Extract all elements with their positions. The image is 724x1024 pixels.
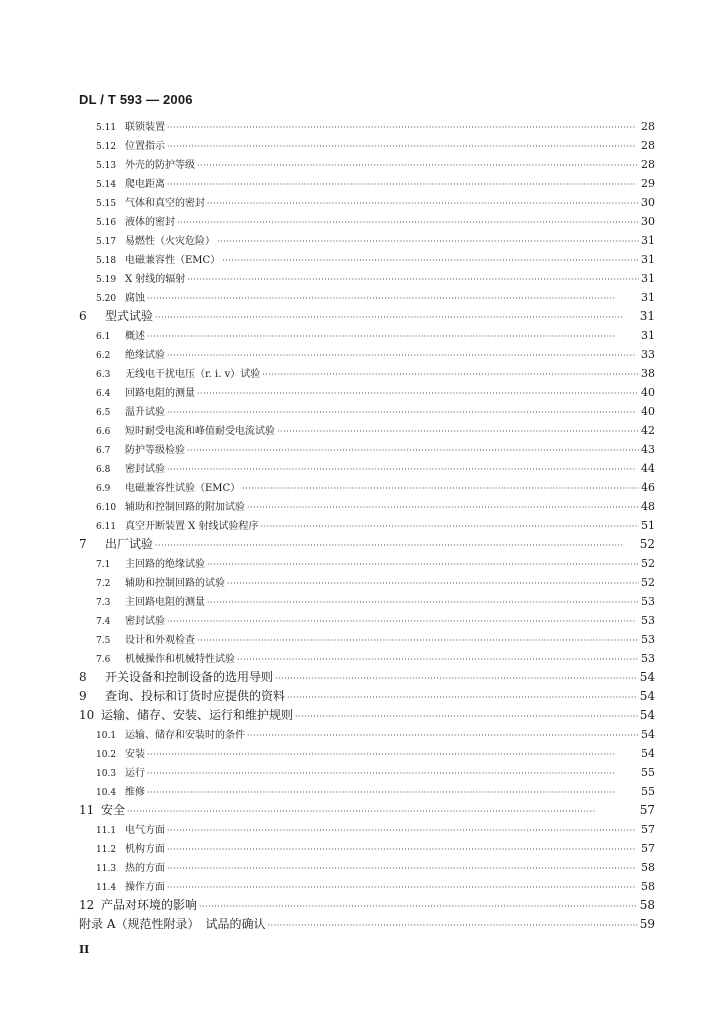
toc-leader-dots	[207, 194, 639, 213]
page-number: II	[79, 943, 90, 956]
toc-leader-dots	[167, 821, 639, 840]
toc-leader-dots	[237, 650, 639, 669]
toc-entry-page: 57	[641, 842, 655, 855]
toc-entry-page: 54	[641, 728, 655, 741]
toc-entry-title: 电气方面	[125, 825, 165, 836]
toc-leader-dots	[277, 422, 639, 441]
toc-entry-title: 操作方面	[125, 882, 165, 893]
toc-entry-number: 5.14	[96, 180, 117, 190]
toc-leader-dots	[177, 213, 639, 232]
toc-entry-title: 辅助和控制回路的附加试验	[125, 502, 245, 513]
toc-entry-title: 运行	[125, 768, 145, 779]
toc-entry-title: 密封试验	[125, 616, 165, 627]
toc-leader-dots	[167, 346, 639, 365]
toc-entry-page: 31	[641, 253, 655, 266]
toc-section-entry[interactable]	[79, 877, 655, 896]
toc-section-entry[interactable]	[79, 516, 655, 535]
toc-leader-dots	[167, 118, 639, 137]
toc-entry-number: 6.11	[96, 522, 117, 532]
toc-entry-number: 6.7	[96, 446, 111, 456]
toc-chapter-entry[interactable]	[79, 915, 655, 934]
toc-entry-number: 6.6	[96, 427, 111, 437]
toc-entry-page: 51	[641, 519, 655, 532]
toc-chapter-entry[interactable]	[79, 307, 655, 326]
toc-entry-number: 11.4	[96, 883, 117, 893]
toc-entry-page: 40	[641, 386, 655, 399]
toc-section-entry[interactable]	[79, 269, 655, 288]
toc-section-entry[interactable]	[79, 573, 655, 592]
toc-section-entry[interactable]	[79, 459, 655, 478]
toc-entry-page: 54	[639, 708, 655, 722]
document-header: DL / T 593 — 2006	[79, 92, 193, 107]
toc-entry-number: 6	[79, 309, 87, 323]
toc-section-entry[interactable]	[79, 117, 655, 136]
toc-section-entry[interactable]	[79, 231, 655, 250]
toc-entry-number: 6.5	[96, 408, 111, 418]
toc-entry-number: 8	[79, 670, 87, 684]
toc-entry-title: 主回路的绝缘试验	[125, 559, 205, 570]
toc-entry-title: 运输、储存和安装时的条件	[125, 730, 245, 741]
toc-entry-title: 产品对环境的影响	[101, 898, 198, 912]
toc-entry-number: 6.8	[96, 465, 111, 475]
toc-entry-number: 10	[79, 708, 95, 722]
toc-chapter-entry[interactable]	[79, 706, 655, 725]
toc-leader-dots	[222, 251, 639, 270]
toc-entry-page: 31	[641, 329, 655, 342]
toc-entry-title: 出厂试验	[105, 537, 154, 551]
toc-leader-dots	[217, 232, 639, 251]
toc-section-entry[interactable]	[79, 649, 655, 668]
toc-entry-page: 54	[639, 670, 655, 684]
toc-section-entry[interactable]	[79, 250, 655, 269]
toc-entry-title: 温升试验	[125, 407, 165, 418]
toc-entry-number: 6.9	[96, 484, 111, 494]
toc-entry-title: 气体和真空的密封	[125, 198, 205, 209]
toc-entry-number: 11	[79, 803, 95, 817]
toc-entry-page: 57	[641, 823, 655, 836]
toc-entry-page: 58	[641, 880, 655, 893]
toc-entry-page: 31	[641, 234, 655, 247]
toc-leader-dots	[167, 175, 639, 194]
toc-entry-page: 42	[641, 424, 655, 437]
toc-leader-dots	[147, 327, 639, 346]
toc-leader-dots	[147, 745, 639, 764]
toc-entry-title: 辅助和控制回路的试验	[125, 578, 225, 589]
toc-section-entry[interactable]	[79, 345, 655, 364]
toc-leader-dots	[197, 384, 639, 403]
toc-leader-dots	[227, 574, 639, 593]
toc-entry-page: 31	[641, 291, 655, 304]
toc-entry-number: 6.4	[96, 389, 111, 399]
toc-entry-number: 9	[79, 689, 87, 703]
toc-entry-page: 54	[639, 689, 655, 703]
toc-chapter-entry[interactable]	[79, 687, 655, 706]
toc-section-entry[interactable]	[79, 839, 655, 858]
toc-entry-number: 5.13	[96, 161, 117, 171]
toc-leader-dots	[247, 726, 639, 745]
toc-leader-dots	[267, 916, 637, 935]
toc-entry-title: 维修	[125, 787, 145, 798]
toc-section-entry[interactable]	[79, 136, 655, 155]
toc-leader-dots	[262, 365, 639, 384]
toc-entry-number: 5.19	[96, 275, 117, 285]
toc-entry-number: 6.3	[96, 370, 111, 380]
toc-section-entry[interactable]	[79, 174, 655, 193]
toc-entry-page: 38	[641, 367, 655, 380]
toc-entry-title: 易燃性（火灾危险）	[125, 236, 215, 247]
toc-section-entry[interactable]	[79, 554, 655, 573]
toc-entry-page: 59	[639, 917, 655, 931]
toc-entry-number: 7	[79, 537, 87, 551]
toc-entry-title: 绝缘试验	[125, 350, 165, 361]
toc-entry-page: 58	[639, 898, 655, 912]
toc-leader-dots	[242, 479, 639, 498]
toc-chapter-entry[interactable]	[79, 896, 655, 915]
toc-entry-page: 53	[641, 614, 655, 627]
toc-leader-dots	[147, 764, 639, 783]
toc-entry-number: 7.6	[96, 655, 111, 665]
toc-leader-dots	[167, 840, 639, 859]
toc-leader-dots	[167, 460, 639, 479]
table-of-contents	[79, 117, 655, 934]
toc-leader-dots	[167, 612, 639, 631]
toc-entry-title: 电磁兼容性（EMC）	[125, 255, 221, 266]
toc-entry-number: 10.2	[96, 750, 117, 760]
toc-entry-title: 电磁兼容性试验（EMC）	[125, 483, 241, 494]
toc-entry-title: 密封试验	[125, 464, 165, 475]
toc-entry-page: 53	[641, 652, 655, 665]
toc-entry-number: 7.5	[96, 636, 111, 646]
toc-section-entry[interactable]	[79, 725, 655, 744]
toc-section-entry[interactable]	[79, 820, 655, 839]
toc-entry-title: 附录 A（规范性附录） 试品的确认	[79, 917, 266, 931]
toc-leader-dots	[187, 441, 639, 460]
toc-entry-number: 6.10	[96, 503, 117, 513]
toc-section-entry[interactable]	[79, 497, 655, 516]
toc-leader-dots	[187, 270, 639, 289]
toc-entry-number: 5.15	[96, 199, 117, 209]
toc-leader-dots	[287, 688, 638, 707]
toc-entry-number: 7.2	[96, 579, 111, 589]
toc-leader-dots	[275, 669, 638, 688]
toc-leader-dots	[197, 631, 639, 650]
toc-entry-page: 48	[641, 500, 655, 513]
toc-entry-number: 10.4	[96, 788, 117, 798]
toc-section-entry[interactable]	[79, 364, 655, 383]
toc-leader-dots	[247, 498, 639, 517]
toc-entry-title: 真空开断装置 X 射线试验程序	[125, 521, 259, 532]
toc-entry-title: 运输、储存、安装、运行和维护规则	[101, 708, 294, 722]
toc-entry-title: 设计和外观检查	[125, 635, 195, 646]
toc-entry-number: 10.3	[96, 769, 117, 779]
toc-entry-number: 7.4	[96, 617, 111, 627]
toc-leader-dots	[167, 859, 639, 878]
toc-entry-page: 33	[641, 348, 655, 361]
toc-entry-title: 机械操作和机械特性试验	[125, 654, 235, 665]
toc-entry-title: 无线电干扰电压（r. i. v）试验	[125, 369, 261, 380]
toc-entry-number: 11.1	[96, 826, 117, 836]
toc-entry-number: 5.11	[96, 123, 117, 133]
toc-entry-title: 防护等级检验	[125, 445, 185, 456]
toc-section-entry[interactable]	[79, 193, 655, 212]
toc-entry-page: 30	[641, 215, 655, 228]
toc-entry-page: 55	[641, 785, 655, 798]
toc-section-entry[interactable]	[79, 592, 655, 611]
toc-entry-title: X 射线的辐射	[125, 274, 186, 285]
toc-chapter-entry[interactable]	[79, 535, 655, 554]
toc-leader-dots	[199, 897, 638, 916]
toc-entry-title: 机构方面	[125, 844, 165, 855]
toc-leader-dots	[167, 878, 639, 897]
toc-entry-page: 52	[641, 557, 655, 570]
toc-entry-number: 5.12	[96, 142, 117, 152]
toc-leader-dots	[155, 308, 638, 327]
toc-section-entry[interactable]	[79, 630, 655, 649]
toc-section-entry[interactable]	[79, 858, 655, 877]
toc-section-entry[interactable]	[79, 402, 655, 421]
toc-chapter-entry[interactable]	[79, 801, 655, 820]
toc-leader-dots	[155, 536, 638, 555]
toc-leader-dots	[167, 403, 639, 422]
toc-entry-number: 12	[79, 898, 95, 912]
toc-entry-page: 53	[641, 633, 655, 646]
toc-section-entry[interactable]	[79, 383, 655, 402]
toc-entry-title: 安全	[101, 803, 126, 817]
toc-entry-number: 6.1	[96, 332, 111, 342]
toc-entry-page: 43	[641, 443, 655, 456]
toc-section-entry[interactable]	[79, 763, 655, 782]
toc-entry-number: 7.1	[96, 560, 111, 570]
toc-entry-title: 位置指示	[125, 141, 165, 152]
toc-leader-dots	[147, 289, 639, 308]
toc-entry-title: 安装	[125, 749, 145, 760]
toc-entry-page: 29	[641, 177, 655, 190]
toc-entry-page: 54	[641, 747, 655, 760]
toc-section-entry[interactable]	[79, 212, 655, 231]
toc-section-entry[interactable]	[79, 440, 655, 459]
toc-entry-title: 概述	[125, 331, 145, 342]
toc-section-entry[interactable]	[79, 782, 655, 801]
toc-entry-page: 31	[639, 309, 655, 323]
toc-entry-page: 53	[641, 595, 655, 608]
toc-leader-dots	[207, 555, 639, 574]
toc-entry-title: 外壳的防护等级	[125, 160, 195, 171]
toc-entry-number: 5.18	[96, 256, 117, 266]
toc-entry-page: 44	[641, 462, 655, 475]
toc-entry-title: 查询、投标和订货时应提供的资料	[105, 689, 286, 703]
toc-entry-page: 28	[641, 120, 655, 133]
toc-section-entry[interactable]	[79, 288, 655, 307]
toc-entry-page: 58	[641, 861, 655, 874]
toc-leader-dots	[147, 783, 639, 802]
toc-entry-title: 短时耐受电流和峰值耐受电流试验	[125, 426, 275, 437]
toc-entry-page: 28	[641, 158, 655, 171]
toc-section-entry[interactable]	[79, 155, 655, 174]
toc-entry-page: 28	[641, 139, 655, 152]
toc-leader-dots	[197, 156, 639, 175]
toc-entry-title: 腐蚀	[125, 293, 145, 304]
toc-section-entry[interactable]	[79, 326, 655, 345]
toc-entry-number: 11.2	[96, 845, 117, 855]
toc-entry-number: 7.3	[96, 598, 111, 608]
toc-entry-number: 10.1	[96, 731, 117, 741]
toc-entry-page: 46	[641, 481, 655, 494]
toc-leader-dots	[127, 802, 638, 821]
toc-entry-title: 型式试验	[105, 309, 154, 323]
toc-entry-title: 热的方面	[125, 863, 165, 874]
toc-entry-number: 6.2	[96, 351, 111, 361]
toc-leader-dots	[167, 137, 639, 156]
toc-entry-page: 52	[639, 537, 655, 551]
toc-section-entry[interactable]	[79, 421, 655, 440]
toc-entry-number: 5.16	[96, 218, 117, 228]
toc-section-entry[interactable]	[79, 744, 655, 763]
toc-entry-number: 5.17	[96, 237, 117, 247]
toc-entry-page: 57	[639, 803, 655, 817]
toc-chapter-entry[interactable]	[79, 668, 655, 687]
toc-entry-page: 52	[641, 576, 655, 589]
toc-entry-title: 主回路电阻的测量	[125, 597, 205, 608]
toc-entry-page: 40	[641, 405, 655, 418]
toc-leader-dots	[207, 593, 639, 612]
toc-entry-page: 30	[641, 196, 655, 209]
toc-entry-title: 爬电距离	[125, 179, 165, 190]
toc-entry-title: 液体的密封	[125, 217, 175, 228]
toc-entry-number: 5.20	[96, 294, 117, 304]
toc-leader-dots	[260, 517, 639, 536]
toc-entry-title: 联锁装置	[125, 122, 165, 133]
toc-entry-page: 31	[641, 272, 655, 285]
toc-section-entry[interactable]	[79, 611, 655, 630]
toc-entry-title: 开关设备和控制设备的选用导则	[105, 670, 274, 684]
toc-section-entry[interactable]	[79, 478, 655, 497]
toc-entry-title: 回路电阻的测量	[125, 388, 195, 399]
toc-leader-dots	[295, 707, 638, 726]
toc-entry-page: 55	[641, 766, 655, 779]
toc-entry-number: 11.3	[96, 864, 117, 874]
